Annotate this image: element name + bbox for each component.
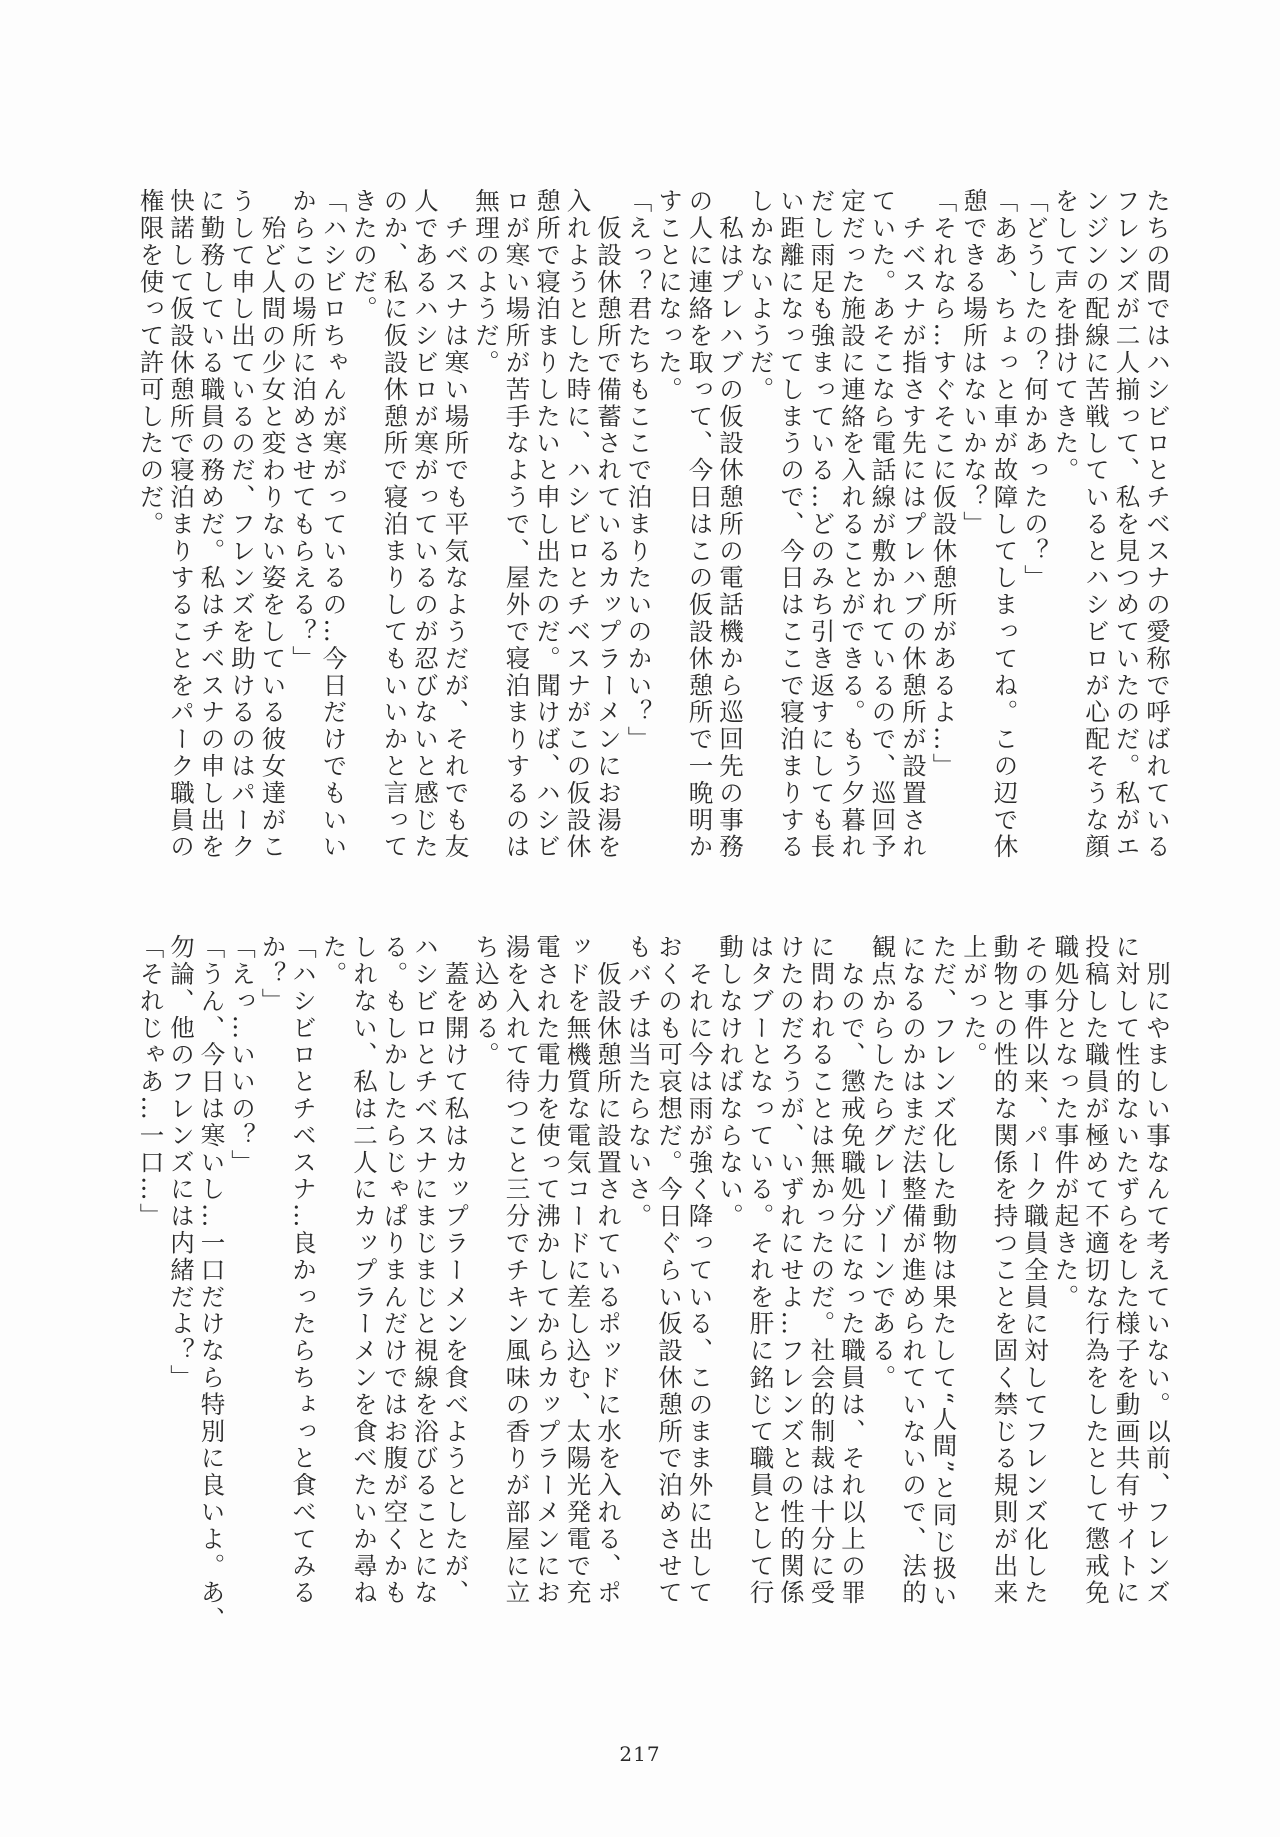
text-line: 殆ど人間の少女と変わりない姿をしている彼女達がこ: [258, 188, 288, 861]
text-line: い距離になってしまうので、今日はここで寝泊まりする: [777, 188, 806, 861]
text-line: 人であるハシビロが寒がっているのが忍びないと感じた: [411, 188, 440, 861]
text-line: チベスナが指さす先にはプレハブの休憩所が設置され: [899, 188, 928, 861]
text-line: その事件以来、パーク職員全員に対してフレンズ化した: [1021, 934, 1050, 1607]
text-line: ハシビロとチベスナにまじまじと視線を浴びることにな: [411, 934, 440, 1607]
text-line: 「ハシビロとチベスナ…良かったらちょっと食べてみる: [289, 934, 318, 1607]
text-line: に勤務している職員の務めだ。私はチベスナの申し出を: [197, 188, 227, 861]
text-line: フレンズが二人揃って、私を見つめていたのだ。私がエ: [1112, 188, 1142, 861]
text-line: 仮設休憩所に設置されているポッドに水を入れる、ポ: [594, 934, 623, 1607]
text-line: 勿論、他のフレンズには内緒だよ？」: [167, 934, 196, 1392]
text-line: 「うん、今日は寒いし…一口だけなら特別に良いよ。あ、: [197, 934, 227, 1634]
text-line: 動しなければならない。: [716, 934, 745, 1230]
text-line: 蓋を開けて私はカップラーメンを食べようとしたが、: [441, 934, 471, 1607]
text-line: もバチは当たらないさ。: [624, 934, 654, 1230]
text-line: 憩できる場所はないかな？」: [960, 188, 989, 538]
text-line: 電された電力を使って沸かしてからカップラーメンにお: [533, 934, 562, 1607]
text-line: ッドを無機質な電気コードに差し込む、太陽光発電で充: [563, 934, 593, 1607]
text-line: 権限を使って許可したのだ。: [136, 188, 166, 538]
text-line: ロが寒い場所が苦手なようで、屋外で寝泊まりするのは: [502, 188, 532, 861]
text-line: けたのだろうが、いずれにせよ…フレンズとの性的関係: [777, 934, 806, 1607]
text-line: 上がった。: [960, 934, 989, 1069]
text-line: なので、懲戒免職処分になった職員は、それ以上の罪: [838, 934, 867, 1607]
text-block-lower: [132, 934, 1172, 1634]
text-line: 快諾して仮設休憩所で寝泊まりすることをパーク職員の: [167, 188, 196, 861]
text-line: 職処分となった事件が起きた。: [1051, 934, 1081, 1311]
text-block-upper: [132, 188, 1172, 878]
text-line: 動物との性的な関係を持つことを固く禁じる規則が出来: [990, 934, 1020, 1607]
text-line: に問われることは無かったのだ。社会的制裁は十分に受: [807, 934, 837, 1607]
text-line: しれない、私は二人にカップラーメンを食べたいか尋ね: [350, 934, 379, 1607]
text-line: 私はプレハブの仮設休憩所の電話機から巡回先の事務: [716, 188, 745, 861]
text-line: か？」: [258, 934, 288, 1015]
text-line: 投稿した職員が極めて不適切な行為をしたとして懲戒免: [1082, 934, 1111, 1607]
text-line: うして申し出ているのだ、フレンズを助けるのはパーク: [228, 188, 257, 861]
text-line: 「ああ、ちょっと車が故障してしまってね。この辺で休: [990, 188, 1020, 861]
text-line: 入れようとした時に、ハシビロとチベスナがこの仮設休: [563, 188, 593, 861]
text-line: チベスナは寒い場所でも平気なようだが、それでも友: [441, 188, 471, 861]
text-line: た。: [319, 934, 349, 988]
text-line: きたのだ。: [350, 188, 379, 323]
text-line: からこの場所に泊めさせてもらえる？」: [289, 188, 318, 673]
text-line: 別にやましい事なんて考えていない。以前、フレンズ: [1143, 934, 1172, 1607]
text-line: ただ、フレンズ化した動物は果たして“人間”と同じ扱い: [929, 934, 959, 1610]
text-line: ち込める。: [472, 934, 501, 1069]
text-line: すことになった。: [655, 188, 684, 404]
text-line: に対して性的ないたずらをした様子を動画共有サイトに: [1112, 934, 1142, 1607]
text-line: 「それじゃあ…一口…」: [136, 934, 166, 1230]
text-line: 無理のようだ。: [472, 188, 501, 377]
text-line: たちの間ではハシビロとチベスナの愛称で呼ばれている: [1143, 188, 1172, 861]
text-line: 仮設休憩所で備蓄されているカップラーメンにお湯を: [594, 188, 623, 861]
text-line: のか、私に仮設休憩所で寝泊まりしてもいいかと言って: [380, 188, 410, 861]
text-line: 「それなら…すぐそこに仮設休憩所があるよ…」: [929, 188, 959, 780]
text-line: 憩所で寝泊まりしたいと申し出たのだ。聞けば、ハシビ: [533, 188, 562, 861]
text-line: それに今は雨が強く降っている、このまま外に出して: [685, 934, 715, 1607]
text-line: はタブーとなっている。それを肝に銘じて職員として行: [746, 934, 776, 1607]
text-line: 「えっ？君たちもここで泊まりたいのかい？」: [624, 188, 654, 753]
text-line: だし雨足も強まっている…どのみち引き返すにしても長: [807, 188, 837, 861]
text-line: しかないようだ。: [746, 188, 776, 404]
text-line: 定だった施設に連絡を入れることができる。もう夕暮れ: [838, 188, 867, 861]
text-line: る。もしかしたらじゃぱりまんだけではお腹が空くかも: [380, 934, 410, 1607]
text-line: 「どうしたの？何かあったの？」: [1021, 188, 1050, 592]
text-line: の人に連絡を取って、今日はこの仮設休憩所で一晩明か: [685, 188, 715, 861]
text-line: 湯を入れて待つこと三分でチキン風味の香りが部屋に立: [502, 934, 532, 1607]
text-line: 「えっ…いいの？」: [228, 934, 257, 1177]
text-line: おくのも可哀想だ。今日ぐらい仮設休憩所で泊めさせて: [655, 934, 684, 1607]
text-line: をして声を掛けてきた。: [1051, 188, 1081, 484]
text-line: 観点からしたらグレーゾーンである。: [868, 934, 898, 1392]
text-line: ていた。あそこなら電話線が敷かれているので、巡回予: [868, 188, 898, 861]
page-number: 217: [619, 1742, 661, 1766]
text-line: 「ハシビロちゃんが寒がっているの…今日だけでもいい: [319, 188, 349, 861]
text-line: になるのかはまだ法整備が進められていないので、法的: [899, 934, 928, 1607]
text-line: ンジンの配線に苦戦しているとハシビロが心配そうな顔: [1082, 188, 1111, 861]
